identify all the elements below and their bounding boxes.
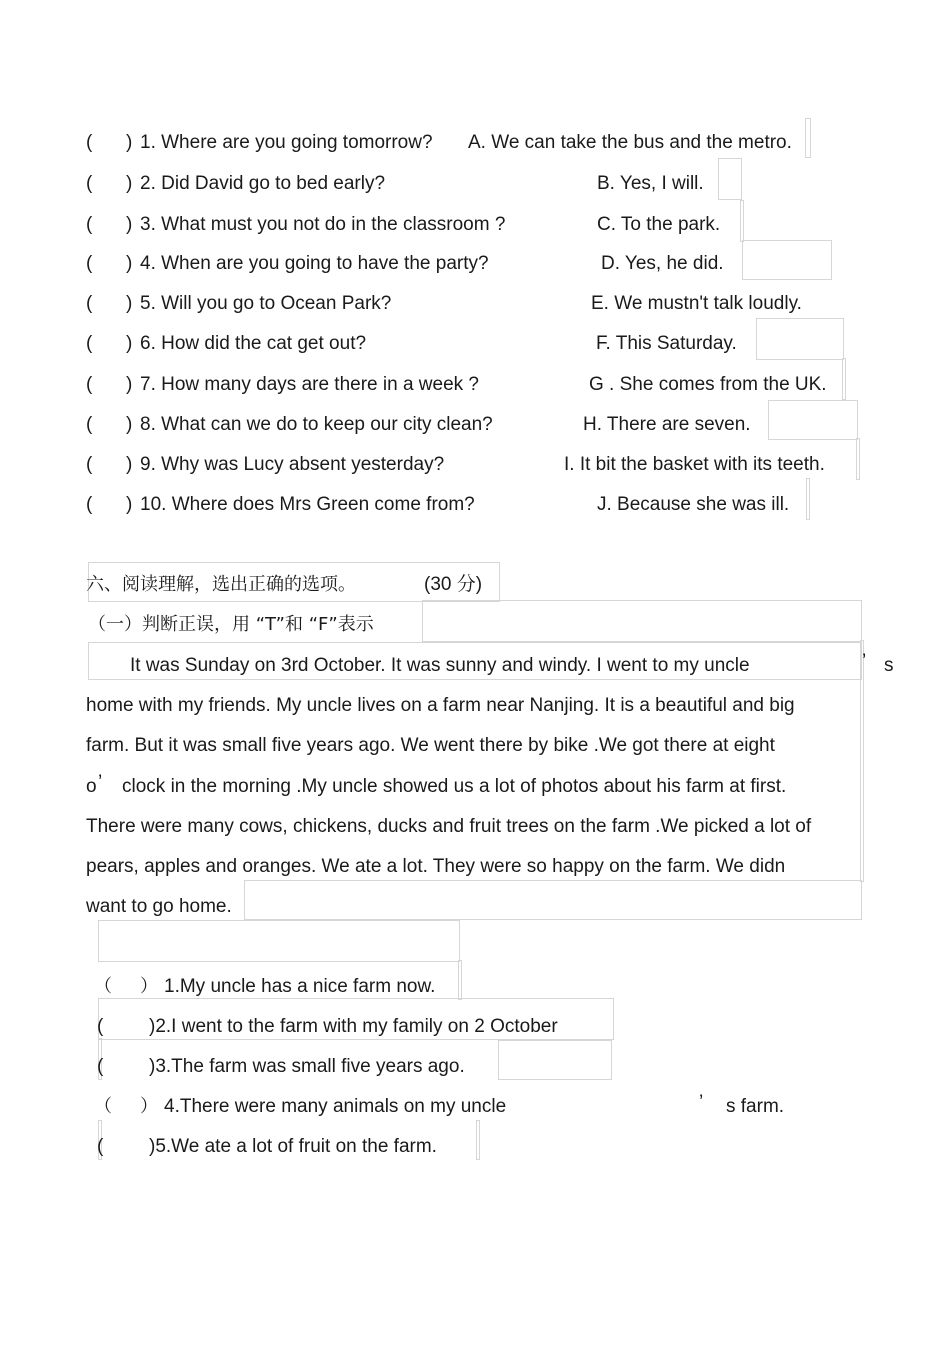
- passage-line: There were many cows, chickens, ducks and fruit trees on the farm .We picked a lot of: [86, 816, 812, 837]
- answer-paren-close: ): [126, 414, 133, 435]
- answer-paren-open[interactable]: (: [86, 374, 93, 395]
- answer-c: C. To the park.: [597, 214, 721, 235]
- passage-line-suffix: s: [884, 655, 894, 676]
- question-5: 5. Will you go to Ocean Park?: [140, 293, 392, 314]
- scan-box: [805, 118, 811, 158]
- tf-paren-open[interactable]: (: [97, 1016, 104, 1037]
- answer-e: E. We mustn't talk loudly.: [591, 293, 802, 314]
- question-6: 6. How did the cat get out?: [140, 333, 367, 354]
- answer-paren-open[interactable]: (: [86, 132, 93, 153]
- answer-a: A. We can take the bus and the metro.: [468, 132, 792, 153]
- answer-paren-close: ): [126, 333, 133, 354]
- answer-paren-close: ): [126, 454, 133, 475]
- question-9: 9. Why was Lucy absent yesterday?: [140, 454, 445, 475]
- tf-paren-open[interactable]: （: [94, 1096, 112, 1117]
- scan-box: [458, 960, 462, 1000]
- answer-f: F. This Saturday.: [596, 333, 737, 354]
- passage-line: home with my friends. My uncle lives on a farm near Nanjing. It is a beautiful and big: [86, 695, 795, 716]
- tf-paren-open[interactable]: （: [94, 976, 112, 997]
- apostrophe: ’: [98, 772, 103, 793]
- question-1: 1. Where are you going tomorrow?: [140, 132, 433, 153]
- answer-paren-open[interactable]: (: [86, 214, 93, 235]
- scan-box: [756, 318, 844, 360]
- answer-paren-open[interactable]: (: [86, 333, 93, 354]
- scan-box: [98, 920, 460, 962]
- scan-box: [498, 1040, 612, 1080]
- answer-paren-close: ): [126, 494, 133, 515]
- tf-item-4-suffix: s farm.: [726, 1096, 785, 1117]
- scan-box: [806, 478, 810, 520]
- scan-box: [740, 200, 744, 242]
- question-7: 7. How many days are there in a week ?: [140, 374, 480, 395]
- tf-paren-close: ）: [140, 1096, 158, 1117]
- tf-item-1: 1.My uncle has a nice farm now.: [164, 976, 436, 997]
- section-heading: 六、阅读理解，选出正确的选项。: [86, 574, 356, 595]
- passage-line: pears, apples and oranges. We ate a lot. They were so happy on the farm. We didn: [86, 856, 786, 877]
- answer-paren-open[interactable]: (: [86, 494, 93, 515]
- tf-item-4: 4.There were many animals on my uncle: [164, 1096, 507, 1117]
- question-3: 3. What must you not do in the classroom ?: [140, 214, 506, 235]
- answer-paren-close: ): [126, 253, 133, 274]
- answer-paren-close: ): [126, 293, 133, 314]
- tf-paren-close: ）: [140, 976, 158, 997]
- passage-line: farm. But it was small five years ago. We went there by bike .We got there at eight: [86, 735, 775, 756]
- passage-line: It was Sunday on 3rd October. It was sunny and windy. I went to my uncle: [130, 655, 750, 676]
- passage-line-prefix: o: [86, 776, 97, 797]
- answer-paren-open[interactable]: (: [86, 253, 93, 274]
- apostrophe: ’: [699, 1092, 704, 1113]
- scan-box: [860, 640, 867, 882]
- scan-box: [842, 358, 846, 400]
- answer-paren-open[interactable]: (: [86, 293, 93, 314]
- tf-paren-open[interactable]: (: [97, 1056, 104, 1077]
- question-2: 2. Did David go to bed early?: [140, 173, 386, 194]
- question-8: 8. What can we do to keep our city clean?: [140, 414, 493, 435]
- answer-paren-open[interactable]: (: [86, 173, 93, 194]
- answer-b: B. Yes, I will.: [597, 173, 704, 194]
- answer-j: J. Because she was ill.: [597, 494, 790, 515]
- scan-box: [718, 158, 742, 200]
- answer-paren-close: ): [126, 214, 133, 235]
- scan-box: [244, 880, 862, 920]
- scan-box: [768, 400, 858, 440]
- scan-box: [742, 240, 832, 280]
- answer-paren-close: ): [126, 374, 133, 395]
- answer-h: H. There are seven.: [583, 414, 751, 435]
- question-4: 4. When are you going to have the party?: [140, 253, 489, 274]
- tf-item-2: )2.I went to the farm with my family on 2 October: [149, 1016, 558, 1037]
- answer-paren-close: ): [126, 132, 133, 153]
- answer-d: D. Yes, he did.: [601, 253, 724, 274]
- answer-paren-open[interactable]: (: [86, 414, 93, 435]
- apostrophe: ’: [862, 651, 867, 672]
- tf-paren-open[interactable]: (: [97, 1136, 104, 1157]
- section-score: (30 分): [424, 574, 483, 595]
- question-10: 10. Where does Mrs Green come from?: [140, 494, 475, 515]
- scan-box: [422, 600, 862, 642]
- tf-item-3: )3.The farm was small five years ago.: [149, 1056, 465, 1077]
- answer-paren-close: ): [126, 173, 133, 194]
- tf-item-5: )5.We ate a lot of fruit on the farm.: [149, 1136, 437, 1157]
- answer-i: I. It bit the basket with its teeth.: [564, 454, 825, 475]
- passage-line: clock in the morning .My uncle showed us a lot of photos about his farm at first.: [122, 776, 787, 797]
- answer-g: G . She comes from the UK.: [589, 374, 827, 395]
- passage-line: want to go home.: [86, 896, 232, 917]
- answer-paren-open[interactable]: (: [86, 454, 93, 475]
- scan-box: [476, 1120, 480, 1160]
- scan-box: [856, 438, 860, 480]
- part1-title: （一）判断正误，用 “T”和 “F”表示: [88, 614, 374, 635]
